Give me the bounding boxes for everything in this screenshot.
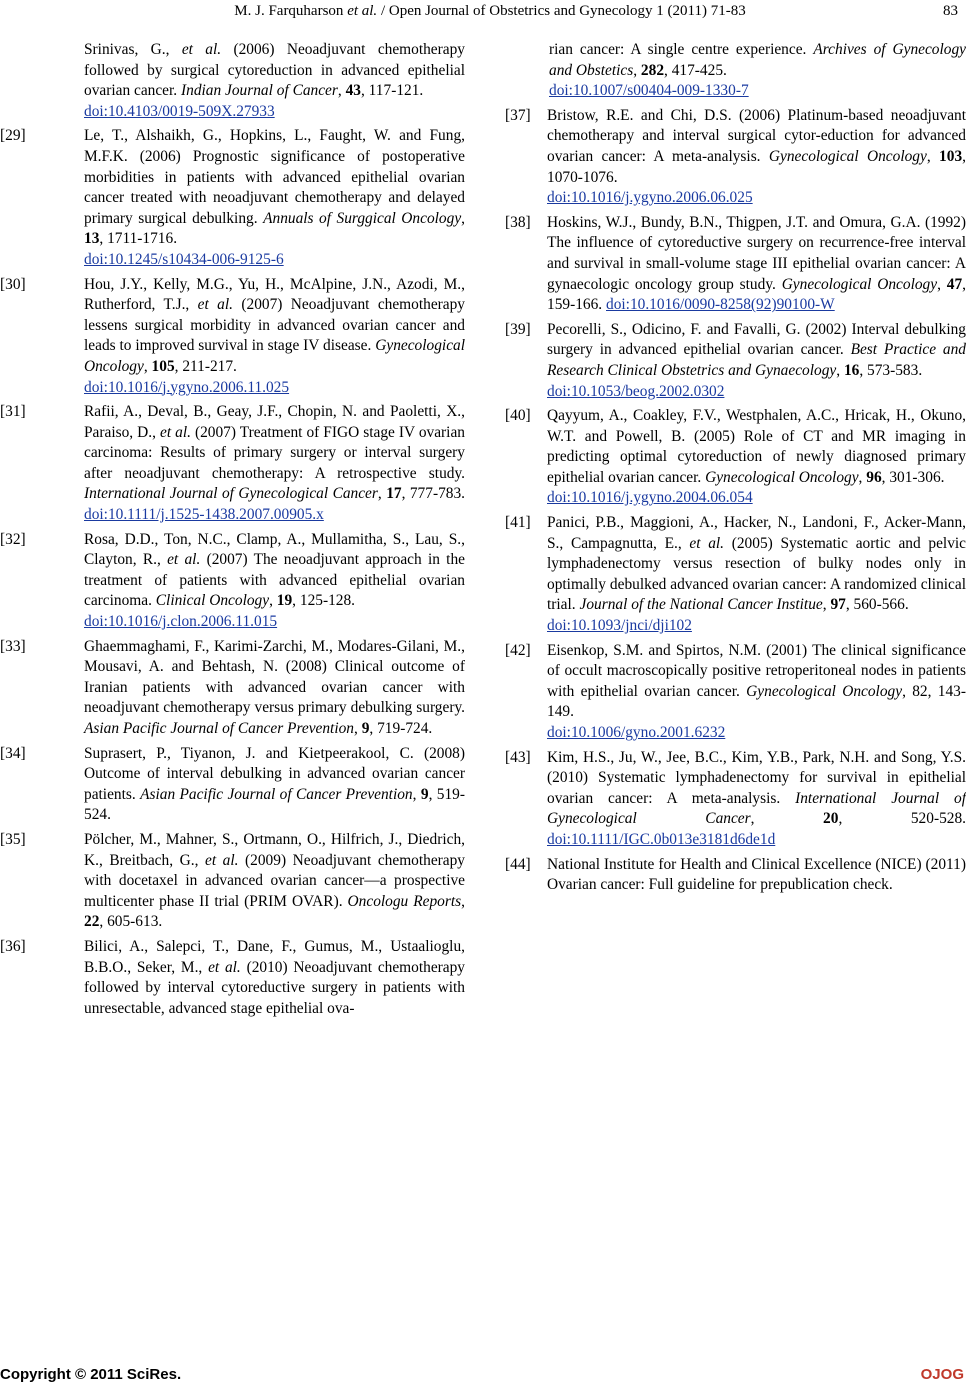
ref-volume: 20 — [823, 810, 839, 828]
ref-pages: , 519-524. — [84, 785, 465, 824]
running-header — [0, 0, 966, 22]
ref-journal: Gynecological Oncology — [746, 682, 903, 700]
ref-text: Eisenkop, S.M. and Spirtos, N.M. (2001) The clinical significance of occult macroscopically positive retroperitoneal nodes in patients with epithelial ovarian cancer. — [547, 641, 966, 700]
reference-continued — [40, 40, 465, 122]
doi-link[interactable]: doi:10.1007/s00404-009-1330-7 — [549, 82, 749, 100]
running-title-authors: M. J. Farquharson — [234, 3, 348, 19]
reference-number: [35] — [0, 830, 26, 848]
ref-etal: et al. — [160, 423, 191, 441]
ref-volume: 43 — [345, 82, 361, 100]
reference-item — [0, 937, 465, 1019]
doi-link[interactable]: doi:10.1053/beog.2002.0302 — [547, 382, 725, 400]
ref-text: (2007) The neoadjuvant approach in the treatment of patients with advanced epithelial ovarian carcinoma. — [84, 551, 465, 610]
ref-text: Le, T., Alshaikh, G., Hopkins, L., Faught, W. and Fung, M.F.K. (2006) Prognostic significance of postoperative morbidities in patients with advanced epithelial ovarian cancer treated with neoadjuvant chemotherapy and delayed primary surgical debulking. — [84, 127, 465, 227]
reference-continued — [505, 40, 966, 102]
reference-number: [37] — [505, 106, 531, 124]
ref-etal: et al. — [208, 958, 241, 976]
reference-number: [33] — [0, 637, 26, 655]
reference-item — [0, 126, 466, 270]
ref-etal: et al. — [197, 296, 233, 314]
ref-journal: Gynecological Oncology — [84, 337, 465, 375]
reference-number: [34] — [0, 744, 26, 762]
ref-journal: Best Practice and Research Clinical Obstetrics and Gynaecology — [547, 341, 966, 379]
ref-sep: , — [337, 82, 346, 100]
ref-sep: , — [902, 682, 913, 700]
ref-journal: Gynecological Oncology — [768, 147, 927, 165]
ref-journal: Asian Pacific Journal of Cancer Prevention — [140, 785, 413, 803]
reference-item — [0, 637, 465, 740]
reference-item — [505, 855, 966, 896]
ref-text: Panici, P.B., Maggioni, A., Hacker, N., Landoni, F., Acker-Mann, S., Campagnutta, E., — [547, 514, 966, 552]
ref-text: (2007) Neoadjuvant chemotherapy lessens surgical morbidity in advanced ovarian cancer and leads to improved survival in stage IV disease. — [84, 296, 466, 355]
ref-pages: 82, 143-149. — [547, 682, 966, 721]
ref-pages: , 1711-1716. — [99, 230, 178, 248]
ref-volume: 47 — [946, 275, 963, 293]
right-reference-list — [505, 106, 966, 896]
doi-link[interactable]: doi:10.1111/IGC.0b013e3181d6de1d — [547, 830, 776, 848]
ref-pages: , 211-217. — [174, 357, 237, 375]
ref-journal: Asian Pacific Journal of Cancer Prevention — [84, 720, 354, 737]
ref-sep: , — [836, 361, 844, 379]
ref-sep: , — [937, 275, 947, 293]
ref-pages: , 573-583. — [859, 361, 923, 379]
reference-number: [44] — [505, 855, 531, 873]
doi-link[interactable]: doi:10.1016/j.clon.2006.11.015 — [84, 613, 278, 631]
reference-item — [505, 406, 966, 509]
doi-link[interactable]: doi:10.1111/j.1525-1438.2007.00905.x — [84, 506, 324, 524]
doi-link[interactable]: doi:10.1016/j.ygyno.2006.06.025 — [547, 189, 753, 207]
journal-abbrev: OJOG — [920, 1366, 964, 1383]
ref-volume: 19 — [276, 592, 293, 610]
ref-volume: 13 — [84, 230, 100, 248]
ref-etal: et al. — [181, 41, 222, 58]
ref-pages: , 719-724. — [369, 720, 433, 737]
ref-text: Srinivas, G., — [84, 41, 182, 58]
reference-number: [29] — [0, 127, 26, 145]
ref-sep: , — [143, 357, 152, 375]
ref-text: (2010) Neoadjuvant chemotherapy followed by interval cytoreductive surgery in patients with unresectable, advanced stage epithelial ova- — [84, 958, 465, 1017]
ref-text: Bristow, R.E. and Chi, D.S. (2006) Platinum-based neoadjuvant chemotherapy and interval surgical cytor-eduction for advanced ovarian cancer: A meta-analysis. — [547, 106, 966, 165]
ref-sep: , — [750, 810, 824, 828]
ref-text: Hoskins, W.J., Bundy, B.N., Thigpen, J.T. and Omura, G.A. (1992) The influence of cytoreductive surgery on recurrence-free interval and survival in small-volume stage III epithelial ovarian cancer: A gynaecologic oncology group study. — [547, 213, 966, 293]
ref-volume: 16 — [843, 361, 860, 379]
reference-item — [0, 744, 465, 826]
ref-journal: Gynecological Oncology — [781, 275, 938, 293]
reference-item — [505, 213, 966, 316]
page-footer — [0, 1364, 966, 1386]
reference-number: [43] — [505, 748, 531, 766]
ref-text: rian cancer: A single centre experience. — [549, 41, 814, 58]
reference-number: [40] — [505, 407, 531, 425]
ref-sep: , — [377, 485, 387, 503]
ref-text: (2006) Neoadjuvant chemotherapy followed by surgical cytoreduction in advanced epithelial ovarian cancer. — [84, 41, 465, 100]
ref-text: (2007) Treatment of FIGO stage IV ovarian carcinoma: Results of primary surgery or interval surgery after neoadjuvant chemotherapy: A retrospective study. — [84, 423, 465, 482]
ref-journal: Gynecological Oncology — [705, 468, 859, 486]
ref-sep: , — [412, 785, 421, 803]
ref-text: Bilici, A., Salepci, T., Dane, F., Gumus, M., Ustaalioglu, B.B.O., Seker, M., — [84, 937, 465, 976]
running-title-journal: / Open Journal of Obstetrics and Gynecology 1 (2011) 71-83 — [377, 3, 746, 19]
right-column — [505, 40, 966, 900]
ref-pages: , 605-613. — [99, 913, 163, 931]
left-reference-list — [0, 126, 466, 1019]
doi-link[interactable]: doi:10.1016/j.ygyno.2006.11.025 — [84, 378, 290, 396]
ref-volume: 282 — [640, 61, 665, 79]
reference-item — [0, 275, 466, 399]
ref-text: Hou, J.Y., Kelly, M.G., Yu, H., McAlpine, J.N., Azodi, M., Rutherford, T.J., — [84, 275, 465, 314]
ref-sep: , — [461, 892, 465, 910]
ref-pages: , 777-783. — [401, 485, 466, 503]
doi-link[interactable]: doi:10.1245/s10434-006-9125-6 — [84, 250, 284, 268]
doi-link[interactable]: doi:10.1006/gyno.2001.6232 — [547, 724, 726, 741]
reference-number: [31] — [0, 403, 26, 421]
ref-pages: , 1070-1076. — [547, 147, 966, 186]
copyright-notice: Copyright © 2011 SciRes. — [0, 1366, 182, 1383]
ref-volume: 9 — [420, 785, 429, 803]
ref-journal: Annuals of Surggical Oncology — [263, 209, 462, 227]
ref-volume: 97 — [830, 596, 846, 614]
ref-sep: , — [461, 209, 466, 227]
ref-journal: International Journal of Gynecological Cancer — [547, 789, 966, 828]
ref-journal: Archives of Gynecology and Obstetics — [549, 41, 966, 79]
ref-text: Kim, H.S., Ju, W., Jee, B.C., Kim, Y.B., Park, N.H. and Song, Y.S. (2010) Systematic lymphadenectomy for survival in epithelial ovarian cancer: A meta-analysis. — [547, 748, 966, 807]
reference-number: [32] — [0, 530, 26, 548]
reference-item — [505, 106, 966, 209]
ref-text: (2009) Neoadjuvant chemotherapy with docetaxel in advanced ovarian cancer—a prospective multicenter phase II trial (PRIM OVAR). — [84, 851, 466, 910]
ref-volume: 9 — [361, 720, 370, 737]
running-title-etal: et al. — [347, 3, 378, 19]
ref-journal: Clinical Oncology — [155, 592, 270, 610]
reference-number: [38] — [505, 213, 531, 231]
ref-pages: , 520-528. — [838, 810, 966, 828]
ref-text: Qayyum, A., Coakley, F.V., Westphalen, A.C., Hricak, H., Okuno, W.T. and Powell, B. (2005) Role of CT and MR imaging in predicting optimal cytoreduction of newly diagnosed primary epithelial ovarian cancer. — [547, 407, 966, 486]
reference-item — [505, 748, 966, 851]
ref-sep: , — [858, 468, 867, 486]
ref-sep: , — [633, 61, 641, 79]
reference-number: [30] — [0, 275, 26, 293]
ref-pages: , 125-128. — [292, 592, 356, 610]
ref-sep: , — [269, 592, 277, 610]
running-title — [170, 0, 810, 22]
reference-item — [0, 402, 466, 526]
ref-text: Suprasert, P., Tiyanon, J. and Kietpeerakool, C. (2008) Outcome of interval debulking in advanced ovarian cancer patients. — [84, 744, 465, 803]
ref-text: Rosa, D.D., Ton, N.C., Clamp, A., Mullamitha, S., Lau, S., Clayton, R., — [84, 530, 465, 569]
ref-sep: , — [822, 596, 831, 614]
left-column — [0, 40, 466, 1023]
ref-volume: 22 — [84, 913, 100, 931]
ref-journal: Indian Journal of Cancer — [181, 82, 338, 100]
reference-number: [42] — [505, 641, 531, 659]
reference-item — [505, 513, 966, 637]
ref-text: Pölcher, M., Mahner, S., Ortmann, O., Hilfrich, J., Diedrich, K., Breitbach, G., — [84, 830, 465, 869]
ref-etal: et al. — [167, 551, 201, 569]
ref-volume: 105 — [151, 357, 175, 375]
doi-link[interactable]: doi:10.1016/0090-8258(92)90100-W — [606, 296, 835, 314]
ref-volume: 103 — [939, 147, 963, 165]
ref-text: National Institute for Health and Clinical Excellence (NICE) (2011) Ovarian cancer: Full guideline for prepublication check. — [547, 855, 966, 894]
ref-journal: Oncologu Reports — [347, 892, 462, 910]
ref-text: (2005) Systematic aortic and pelvic lymphadenectomy versus resection of bulky nodes only in optimally debulked advanced ovarian cancer: A randomized clinical trial. — [547, 534, 966, 614]
reference-item — [505, 641, 966, 744]
ref-etal: et al. — [689, 534, 725, 552]
ref-pages: , 417-425. — [664, 61, 727, 79]
reference-item — [0, 530, 465, 633]
page-number: 83 — [943, 3, 958, 19]
reference-number: [36] — [0, 937, 26, 955]
ref-pages: , 117-121. — [360, 82, 424, 100]
ref-journal: Journal of the National Cancer Institue — [579, 596, 823, 614]
ref-sep: , — [354, 720, 362, 737]
ref-etal: et al. — [204, 851, 239, 869]
ref-volume: 96 — [866, 468, 882, 486]
reference-number: [39] — [505, 320, 531, 338]
ref-pages: , 159-166. — [547, 275, 966, 314]
ref-volume: 17 — [386, 485, 402, 503]
ref-pages: , 301-306. — [881, 468, 945, 486]
doi-link[interactable]: doi:10.1016/j.ygyno.2004.06.054 — [547, 489, 753, 507]
ref-text: Pecorelli, S., Odicino, F. and Favalli, G. (2002) Interval debulking surgery in advanced epithelial ovarian cancer. — [547, 320, 966, 359]
ref-sep: , — [926, 147, 940, 165]
ref-text: Rafii, A., Deval, B., Geay, J.F., Chopin, N. and Paoletti, X., Paraiso, D., — [84, 403, 465, 441]
ref-journal: International Journal of Gynecological Cancer — [84, 485, 378, 503]
reference-item — [505, 320, 966, 402]
ref-pages: , 560-566. — [845, 596, 909, 614]
doi-link[interactable]: doi:10.1093/jnci/dji102 — [547, 617, 692, 635]
reference-item — [0, 830, 466, 933]
reference-number: [41] — [505, 514, 531, 532]
doi-link[interactable]: doi:10.4103/0019-509X.27933 — [84, 102, 275, 120]
ref-text: Ghaemmaghami, F., Karimi-Zarchi, M., Modares-Gilani, M., Mousavi, A. and Behtash, N. (2008) Clinical outcome of Iranian patients with advanced ovarian cancer with neoadjuvant chemotherapy versus primary debulking surgery. — [84, 637, 465, 717]
